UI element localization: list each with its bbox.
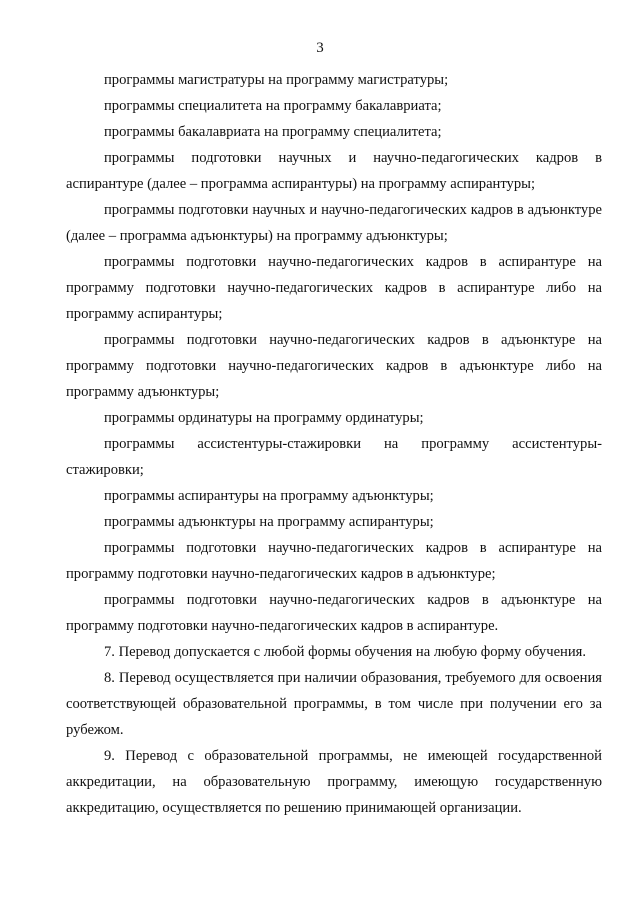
paragraph: программы подготовки научных и научно-педагогических кадров в аспирантуре (далее – программа аспирантуры) на программу аспирантуры;	[66, 150, 602, 192]
paragraph: программы специалитета на программу бакалавриата;	[104, 98, 442, 114]
paragraph: программы подготовки научных и научно-педагогических кадров в адъюнктуре (далее – программа адъюнктуры) на программу адъюнктуры;	[66, 202, 602, 244]
paragraph: программы подготовки научно-педагогических кадров в адъюнктуре на программу подготовки научно-педагогических кадров в адъюнктуре либо на программу адъюнктуры;	[66, 332, 602, 400]
paragraph: программы подготовки научно-педагогических кадров в аспирантуре на программу подготовки научно-педагогических кадров в аспирантуре либо на программу аспирантуры;	[66, 254, 602, 322]
document-body	[66, 67, 602, 821]
page-number: 3	[316, 40, 324, 56]
paragraph: программы адъюнктуры на программу аспирантуры;	[104, 514, 434, 530]
paragraph: программы ассистентуры-стажировки на программу ассистентуры-стажировки;	[66, 436, 602, 478]
paragraph: программы подготовки научно-педагогических кадров в адъюнктуре на программу подготовки научно-педагогических кадров в аспирантуре.	[66, 592, 602, 634]
paragraph: 9. Перевод с образовательной программы, не имеющей государственной аккредитации, на образовательную программу, имеющую государственную аккредитацию, осуществляется по решению принимающей организации.	[66, 748, 602, 816]
paragraph: программы подготовки научно-педагогических кадров в аспирантуре на программу подготовки научно-педагогических кадров в адъюнктуре;	[66, 540, 602, 582]
paragraph: программы бакалавриата на программу специалитета;	[104, 124, 442, 140]
paragraph: программы аспирантуры на программу адъюнктуры;	[104, 488, 434, 504]
paragraph: 8. Перевод осуществляется при наличии образования, требуемого для освоения соответствующей образовательной программы, в том числе при получении его за рубежом.	[66, 670, 602, 738]
paragraph: программы магистратуры на программу магистратуры;	[104, 72, 449, 88]
paragraph: 7. Перевод допускается с любой формы обучения на любую форму обучения.	[104, 644, 587, 660]
paragraph: программы ординатуры на программу ординатуры;	[104, 410, 424, 426]
